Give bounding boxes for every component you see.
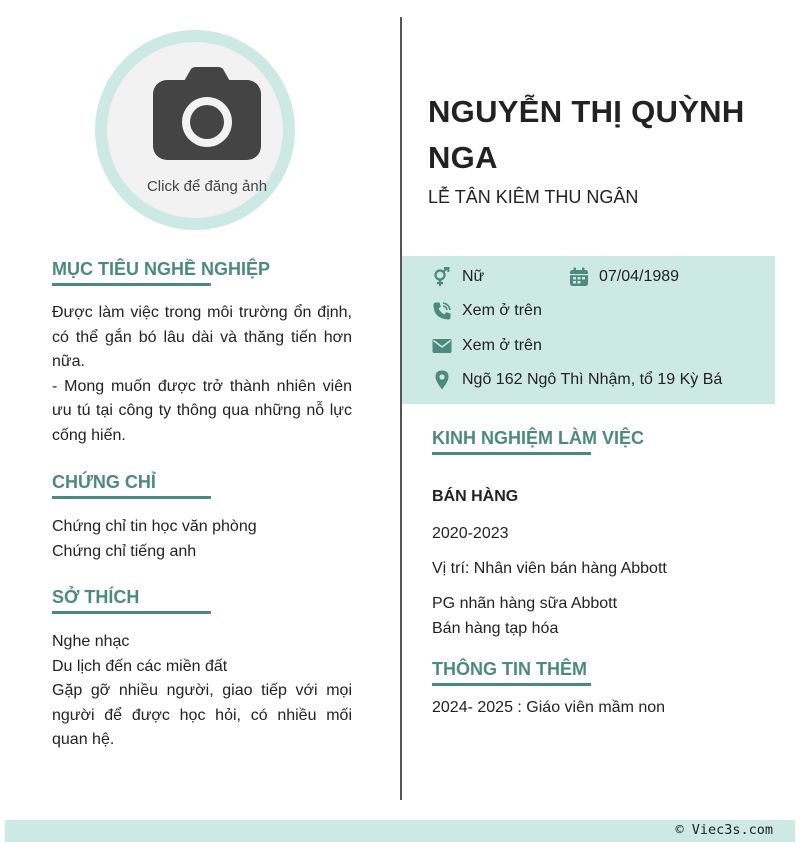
footer-bar [5,820,795,842]
certificates-title: CHỨNG CHỈ [52,472,156,492]
camera-icon [153,67,261,163]
objective-text: Được làm việc trong môi trường ổn định, có thể gắn bó lâu dài và thăng tiến hơn nữa. - Mong muốn được trở thành nhiên viên ưu tú tại công ty thông qua những nỗ lực cống hiến. [52,304,352,444]
birthdate-value: 07/04/1989 [599,268,680,285]
experience-underline [432,452,591,455]
certificates-underline [52,496,211,499]
objective-underline [52,283,211,286]
email-row [432,336,542,356]
experience-detail-item: PG nhãn hàng sữa Abbott [432,595,618,612]
gender-row [432,267,484,287]
envelope-icon [432,336,452,356]
email-value: Xem ở trên [462,337,542,354]
gender-icon [432,267,452,287]
hobbies-text: Nghe nhạc Du lịch đến các miền đất Gặp gỡ nhiều người, giao tiếp với mọi người để được học hỏi, có nhiều mối quan hệ. [52,633,352,748]
footer-credit: © Viec3s.com [675,822,773,838]
address-row [432,370,722,390]
contact-panel [402,256,775,404]
left-column [0,0,400,800]
map-pin-icon [432,370,452,390]
extra-info-underline [432,683,591,686]
certificates-list [52,515,352,564]
avatar[interactable] [95,30,295,230]
extra-info-title: THÔNG TIN THÊM [432,659,587,679]
avatar-caption: Click để đăng ảnh [146,178,268,195]
avatar-placeholder[interactable] [107,42,283,218]
phone-icon [432,301,452,321]
right-column [402,0,800,800]
calendar-icon [569,267,589,287]
hobbies-title: SỞ THÍCH [52,587,140,607]
experience-period: 2020-2023 [432,525,509,542]
phone-value: Xem ở trên [462,302,542,319]
phone-row [432,301,542,321]
experience-title: KINH NGHIỆM LÀM VIỆC [432,428,645,448]
experience-detail-item: Bán hàng tạp hóa [432,619,559,637]
address-value: Ngõ 162 Ngô Thì Nhậm, tổ 19 Kỳ Bá [462,371,723,388]
candidate-name: NGUYỄN THỊ QUỲNH NGA [428,94,745,175]
birthdate-row [569,267,679,287]
objective-title: MỤC TIÊU NGHỀ NGHIỆP [52,259,271,279]
certificate-item: Chứng chỉ tin học văn phòng [52,518,257,535]
hobbies-underline [52,611,211,614]
job-title: LỄ TÂN KIÊM THU NGÂN [428,187,639,207]
gender-value: Nữ [462,268,485,285]
experience-company: BÁN HÀNG [432,488,519,505]
experience-details [432,592,617,641]
certificate-item: Chứng chỉ tiếng anh [52,542,197,560]
extra-info-text: 2024- 2025 : Giáo viên mầm non [432,699,666,716]
experience-position: Vị trí: Nhân viên bán hàng Abbott [432,560,667,577]
